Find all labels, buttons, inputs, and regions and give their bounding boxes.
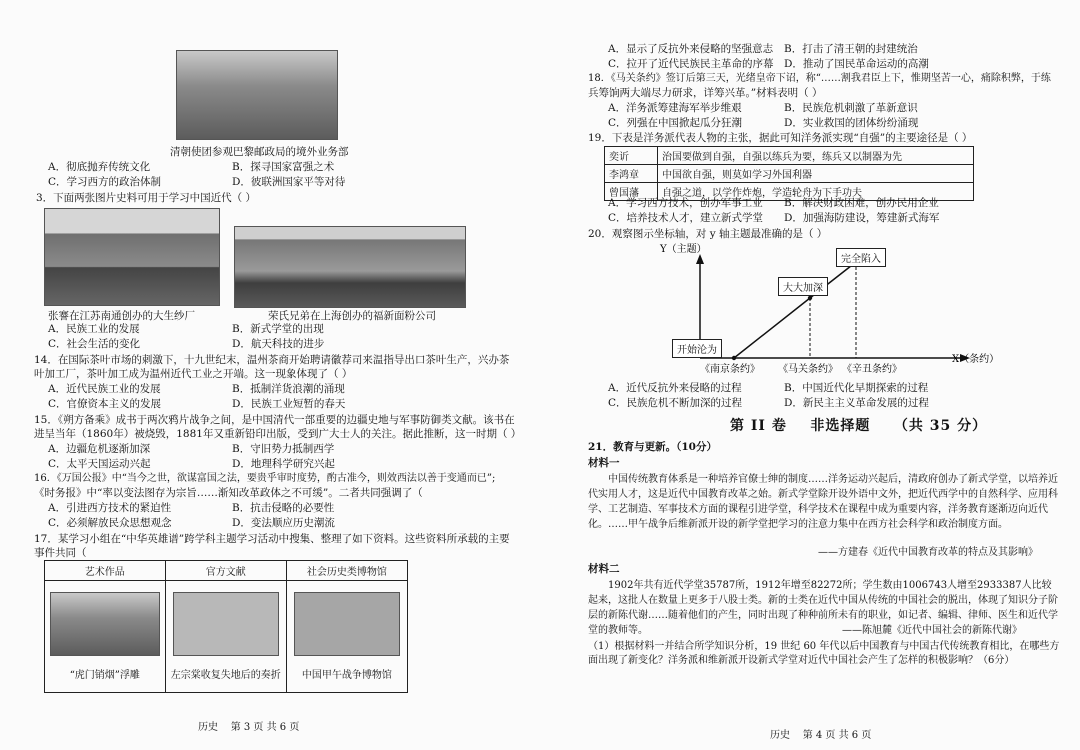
y-axis-arrow — [696, 254, 704, 264]
cell-caption: “虎门销烟”浮雕 — [69, 670, 140, 681]
table-cell — [165, 581, 286, 693]
question-19-stem: 19．下表是洋务派代表人物的主张，据此可知洋务派实现“自强”的主要途径是（ ） — [588, 132, 973, 144]
dasheng-mill-photo — [44, 208, 220, 306]
option-a: A．近代民族工业的发展 — [48, 383, 161, 395]
table-cell: 李鸿章 — [605, 165, 658, 183]
table-cell: 自强之道，以学作炸炮，学造轮舟为下手功夫 — [658, 183, 974, 201]
cell-caption: 中国甲午战争博物馆 — [301, 670, 392, 681]
question-15-line-1: 15．《朔方备乘》成书于两次鸦片战争之间，是中国清代一部重要的边疆史地与军事防御类文献。该书在 — [34, 414, 515, 426]
q19-table — [604, 146, 974, 201]
question-14-line-2: 叶加工厂，茶叶加工成为温州近代工业之开端。这一现象体现了（ ） — [34, 368, 353, 380]
option-c: C．官僚资本主义的发展 — [48, 398, 162, 410]
option-a: A．显示了反抗外来侵略的坚强意志 — [608, 43, 774, 55]
option-b: B．抵制洋货浪潮的涌现 — [232, 383, 345, 395]
option-c: C．太平天国运动兴起 — [48, 458, 151, 470]
question-21-1-line-2: 面出现了新变化？洋务派和维新派开设新式学堂对近代中国社会产生了怎样的积极影响？（6分） — [588, 655, 1015, 666]
table-header: 官方文献 — [165, 561, 286, 581]
option-a: A．近代反抗外来侵略的过程 — [608, 382, 742, 394]
table-cell: 奕䜣 — [605, 147, 658, 165]
option-b: B．守旧势力抵制西学 — [232, 443, 335, 455]
option-d: D．加强海防建设，筹建新式海军 — [784, 212, 940, 224]
photo-caption-2: 荣氏兄弟在上海创办的福新面粉公司 — [268, 310, 436, 322]
table-cell: 治国要做到自强，自强以练兵为要，练兵又以制器为先 — [658, 147, 974, 165]
table-cell: 曾国藩 — [605, 183, 658, 201]
memorial-document-image — [173, 592, 279, 656]
option-c: C．学习西方的政治体制 — [48, 176, 162, 188]
material-1-text: 中国传统教育体系是一种培养官僚士绅的制度……洋务运动兴起后，清政府创办了新式学堂，以培养近代实用人才，这是近代中国教育改革之始。新式学堂除开设外语中文外，把近代西学中的自然科学、应用科学、工艺制造、军事技术方面的课程引进学堂，科学技术在课程中成为重要内容，洋务教育逐渐迈向近代化。……甲午战争后维新派开设的新学堂把学习的注意力集中在西方社会科学和政治制度方面。 — [588, 474, 1058, 530]
option-c: C．拉开了近代民族民主革命的序幕 — [608, 58, 774, 70]
stage-label-start: 开始沦为 — [672, 339, 722, 358]
q17-material-table — [44, 560, 408, 693]
option-d: D．推动了国民革命运动的高潮 — [784, 58, 929, 70]
question-15-line-2: 进呈当年（1860年）被烧毁，1881年又重新铅印出版，受到广大士人的关注。据此推断，这一时期（ ） — [34, 428, 522, 440]
question-18-line-2: 兵筹饷两大端尽力研求，详筹兴革。”材料表明（ ） — [588, 87, 823, 99]
table-cell: 中国欲自强，则莫如学习外国利器 — [658, 165, 974, 183]
fuxin-flour-photo — [234, 226, 466, 308]
material-2-text: 1902年共有近代学堂35787所，1912年增至82272所；学生数由1006743人增至2933387人比较起来，这批人在数量上更多于八股士类。新的士类在近代中国从传统的中国社会的脱出，体现了知识分子阶层的新陈代谢……随着他们的产生，同时出现了种种前所未有的职业，如记者、编辑、律师、医生和近代学堂的教师等。 — [588, 580, 1058, 636]
option-d: D．航天科技的进步 — [232, 338, 325, 350]
table-cell — [286, 581, 407, 693]
point-nanjing — [732, 356, 736, 360]
relief-sculpture-image — [50, 592, 160, 656]
question-17-line-2: 事件共同（ — [34, 547, 87, 559]
option-c: C．培养技术人才，建立新式学堂 — [608, 212, 764, 224]
option-c: C．列强在中国掀起瓜分狂潮 — [608, 117, 743, 129]
section-title: 第 II 卷 非选择题 （共 35 分） — [730, 418, 988, 434]
x-tick-label: 《南京条约》 — [700, 364, 760, 375]
x-axis-label: X（条约） — [952, 354, 1000, 365]
option-b: B．打击了清王朝的封建统治 — [784, 43, 918, 55]
material-1-title: 材料一 — [588, 457, 620, 469]
option-c: C．民族危机不断加深的过程 — [608, 397, 743, 409]
option-b: B．抗击侵略的必要性 — [232, 502, 335, 514]
stage-label-deepen: 大大加深 — [778, 277, 828, 296]
option-b: B．民族危机刺激了革新意识 — [784, 102, 918, 114]
option-d: D．地理科学研究兴起 — [232, 458, 335, 470]
option-c: C．必须解放民众思想观念 — [48, 517, 172, 529]
photo-caption-1: 张謇在江苏南通创办的大生纱厂 — [48, 310, 195, 322]
question-21-title: 21．教育与更新。（10分） — [588, 441, 717, 453]
option-a: A．洋务派筹建海军举步维艰 — [608, 102, 742, 114]
table-header: 艺术作品 — [45, 561, 166, 581]
x-tick-label: 《马关条约》 — [778, 364, 838, 375]
page-footer: 历史 第 3 页 共 6 页 — [198, 722, 300, 733]
option-a: A．边疆危机逐渐加深 — [48, 443, 151, 455]
y-axis-label: Y（主题） — [660, 244, 707, 255]
x-tick-label: 《辛丑条约》 — [842, 364, 902, 375]
option-b: B．解决财政困难，创办民用企业 — [784, 197, 939, 209]
right-page — [540, 0, 1080, 750]
material-2-title: 材料二 — [588, 563, 620, 575]
option-a: A．引进西方技术的紧迫性 — [48, 502, 172, 514]
option-d: D．新民主主义革命发展的过程 — [784, 397, 929, 409]
question-20-stem: 20．观察图示坐标轴，对 y 轴主题最准确的是（ ） — [588, 228, 828, 240]
option-a: A．民族工业的发展 — [48, 323, 140, 335]
cell-caption: 左宗棠收复失地后的奏折 — [170, 670, 281, 681]
image-caption: 清朝使团参观巴黎邮政局的境外业务部 — [170, 146, 349, 158]
stage-label-complete: 完全陷入 — [836, 248, 886, 267]
option-b: B．新式学堂的出现 — [232, 323, 324, 335]
option-a: A．学习西方技术，创办军事工业 — [608, 197, 763, 209]
option-d: D．变法顺应历史潮流 — [232, 517, 335, 529]
museum-photo — [294, 592, 400, 656]
option-d: D．实业救国的团体纷纷涌现 — [784, 117, 919, 129]
option-b: B．中国近代化早期探索的过程 — [784, 382, 929, 394]
page-footer: 历史 第 4 页 共 6 页 — [770, 730, 872, 741]
question-16-line-2: 《时务报》中“率以变法图存为宗旨……渐知改革政体之不可缓”。二者共同强调了（ — [34, 487, 423, 499]
question-14-line-1: 14．在国际茶叶市场的刺激下，十九世纪末，温州茶商开始聘请徽荐司来温指导出口茶叶生产，兴办茶 — [34, 354, 510, 366]
material-2-source: ——陈旭麓《近代中国社会的新陈代谢》 — [842, 625, 1022, 636]
question-21-1-line-1: （1）根据材料一并结合所学知识分析，19 世纪 60 年代以后中国教育与中国古代传统教育相比，在哪些方 — [588, 641, 1060, 652]
material-1-source: ——方建春《近代中国教育改革的特点及其影响》 — [818, 547, 1038, 558]
option-a: A．彻底抛弃传统文化 — [48, 161, 151, 173]
question-17-line-1: 17．某学习小组在“中华英雄谱”跨学科主题学习活动中搜集、整理了如下资料。这些资料所承载的主要 — [34, 533, 510, 545]
question-16-line-1: 16．《万国公报》中“当今之世，欲谋富国之法，要贵乎审时度势，酌古准今，则效西法以善于变通而已”; — [34, 473, 496, 484]
option-b: B．探寻国家富强之术 — [232, 161, 335, 173]
question-18-line-1: 18．《马关条约》签订后第三天，光绪皇帝下诏，称“……割我君臣上下，惟期坚苦一心，痛除积弊，于练 — [588, 73, 1051, 84]
option-d: D．彼联洲国家平等对待 — [232, 176, 346, 188]
option-c: C．社会生活的变化 — [48, 338, 141, 350]
option-d: D．民族工业短暂的春天 — [232, 398, 346, 410]
embassy-engraving-image — [176, 50, 338, 140]
question-13-stem: 3．下面两张图片史料可用于学习中国近代（ ） — [36, 192, 257, 204]
table-header: 社会历史类博物馆 — [286, 561, 407, 581]
table-cell — [45, 581, 166, 693]
